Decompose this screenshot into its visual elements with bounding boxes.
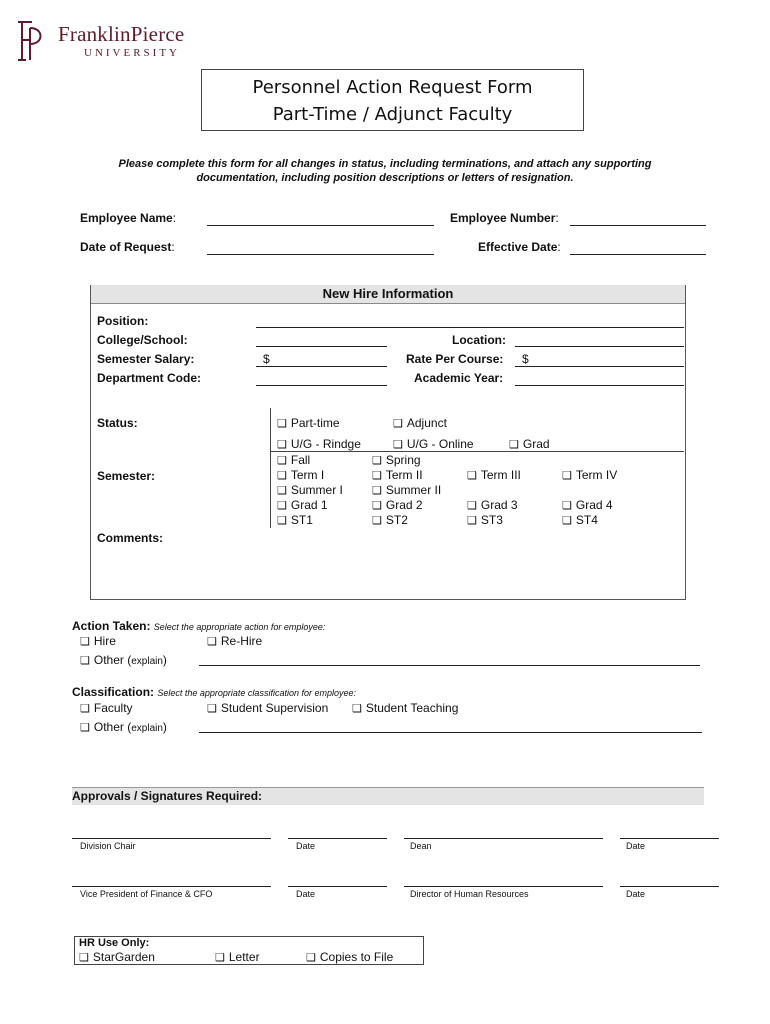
hr-stargarden-checkbox[interactable]: ❑ StarGarden xyxy=(79,950,155,964)
semester-term1-checkbox[interactable]: ❑ Term I xyxy=(277,468,324,482)
rate-label: Rate Per Course: xyxy=(406,352,504,366)
semester-grad3-checkbox[interactable]: ❑ Grad 3 xyxy=(467,498,518,512)
action-taken-heading: Action Taken: Select the appropriate action for employee: xyxy=(72,619,326,633)
hr-copies-checkbox[interactable]: ❑ Copies to File xyxy=(306,950,393,964)
semester-summer2-checkbox[interactable]: ❑ Summer II xyxy=(372,483,441,497)
form-subtitle: Part-Time / Adjunct Faculty xyxy=(272,104,513,125)
status-ug-online-checkbox[interactable]: ❑ U/G - Online xyxy=(393,437,474,451)
year-field[interactable] xyxy=(515,385,684,386)
semester-grad4-checkbox[interactable]: ❑ Grad 4 xyxy=(562,498,613,512)
vp-finance-signature-field[interactable] xyxy=(72,886,271,887)
hr-letter-checkbox[interactable]: ❑ Letter xyxy=(215,950,260,964)
date-label: Date xyxy=(296,889,316,899)
logo-name: FranklinPierce xyxy=(58,22,185,46)
form-title-box xyxy=(201,69,584,131)
class-student-supervision-checkbox[interactable]: ❑ Student Supervision xyxy=(207,701,328,715)
semester-grad1-checkbox[interactable]: ❑ Grad 1 xyxy=(277,498,328,512)
employee-name-label: Employee Name: xyxy=(80,211,177,225)
position-label: Position: xyxy=(97,314,149,328)
semester-term3-checkbox[interactable]: ❑ Term III xyxy=(467,468,521,482)
employee-number-label: Employee Number: xyxy=(450,211,559,225)
semester-spring-checkbox[interactable]: ❑ Spring xyxy=(372,453,421,467)
date-label: Date xyxy=(626,841,646,851)
effective-date-field[interactable] xyxy=(570,254,706,255)
rate-field[interactable] xyxy=(515,366,684,367)
new-hire-title: New Hire Information xyxy=(91,285,685,304)
semester-term2-checkbox[interactable]: ❑ Term II xyxy=(372,468,423,482)
date-request-label: Date of Request: xyxy=(80,240,175,254)
logo-subtitle: UNIVERSITY xyxy=(84,47,180,59)
date-request-field[interactable] xyxy=(207,254,434,255)
class-other-checkbox[interactable]: ❑ Other (explain) xyxy=(80,720,167,734)
action-other-checkbox[interactable]: ❑ Other (explain) xyxy=(80,653,167,667)
semester-grad2-checkbox[interactable]: ❑ Grad 2 xyxy=(372,498,423,512)
semester-st4-checkbox[interactable]: ❑ ST4 xyxy=(562,513,598,527)
action-hire-checkbox[interactable]: ❑ Hire xyxy=(80,634,116,648)
status-label: Status: xyxy=(97,416,138,430)
comments-field[interactable] xyxy=(92,548,682,596)
form-title: Personnel Action Request Form xyxy=(252,77,533,98)
date-label: Date xyxy=(296,841,316,851)
semester-st3-checkbox[interactable]: ❑ ST3 xyxy=(467,513,503,527)
salary-label: Semester Salary: xyxy=(97,352,195,366)
date-label: Date xyxy=(626,889,646,899)
dean-signature-field[interactable] xyxy=(404,838,603,839)
location-label: Location: xyxy=(452,333,506,347)
status-ug-rindge-checkbox[interactable]: ❑ U/G - Rindge xyxy=(277,437,361,451)
college-field[interactable] xyxy=(256,346,387,347)
grid-divider xyxy=(270,408,271,528)
class-faculty-checkbox[interactable]: ❑ Faculty xyxy=(80,701,133,715)
semester-summer1-checkbox[interactable]: ❑ Summer I xyxy=(277,483,343,497)
director-hr-label: Director of Human Resources xyxy=(410,889,529,899)
vp-finance-label: Vice President of Finance & CFO xyxy=(80,889,213,899)
college-label: College/School: xyxy=(97,333,188,347)
semester-st2-checkbox[interactable]: ❑ ST2 xyxy=(372,513,408,527)
director-hr-date-field[interactable] xyxy=(620,886,719,887)
semester-st1-checkbox[interactable]: ❑ ST1 xyxy=(277,513,313,527)
semester-label: Semester: xyxy=(97,469,156,483)
comments-label: Comments: xyxy=(97,531,164,545)
hr-use-only-title: HR Use Only: xyxy=(79,937,150,949)
division-chair-date-field[interactable] xyxy=(288,838,387,839)
status-grad-checkbox[interactable]: ❑ Grad xyxy=(509,437,550,451)
vp-finance-date-field[interactable] xyxy=(288,886,387,887)
location-field[interactable] xyxy=(515,346,684,347)
effective-date-label: Effective Date: xyxy=(478,240,561,254)
semester-fall-checkbox[interactable]: ❑ Fall xyxy=(277,453,310,467)
instructions: Please complete this form for all changes in status, including terminations, and attach any supporting documentation, including position descriptions or letters of resignation. xyxy=(118,158,652,184)
action-other-explain-field[interactable] xyxy=(199,665,700,666)
position-field[interactable] xyxy=(256,327,684,328)
semester-term4-checkbox[interactable]: ❑ Term IV xyxy=(562,468,617,482)
dean-date-field[interactable] xyxy=(620,838,719,839)
employee-name-field[interactable] xyxy=(207,225,434,226)
action-rehire-checkbox[interactable]: ❑ Re-Hire xyxy=(207,634,262,648)
approvals-heading: Approvals / Signatures Required: xyxy=(72,787,704,805)
status-part-time-checkbox[interactable]: ❑ Part-time xyxy=(277,416,340,430)
division-chair-label: Division Chair xyxy=(80,841,136,851)
year-label: Academic Year: xyxy=(414,371,504,385)
dept-code-field[interactable] xyxy=(256,385,387,386)
rate-dollar: $ xyxy=(522,352,529,366)
division-chair-signature-field[interactable] xyxy=(72,838,271,839)
class-student-teaching-checkbox[interactable]: ❑ Student Teaching xyxy=(352,701,458,715)
salary-field[interactable] xyxy=(256,366,387,367)
director-hr-signature-field[interactable] xyxy=(404,886,603,887)
salary-dollar: $ xyxy=(263,352,270,366)
status-adjunct-checkbox[interactable]: ❑ Adjunct xyxy=(393,416,447,430)
classification-heading: Classification: Select the appropriate classification for employee: xyxy=(72,685,356,699)
grid-divider xyxy=(270,451,684,452)
dean-label: Dean xyxy=(410,841,432,851)
employee-number-field[interactable] xyxy=(570,225,706,226)
class-other-explain-field[interactable] xyxy=(199,732,702,733)
university-logo-mark xyxy=(16,20,48,62)
dept-code-label: Department Code: xyxy=(97,371,202,385)
